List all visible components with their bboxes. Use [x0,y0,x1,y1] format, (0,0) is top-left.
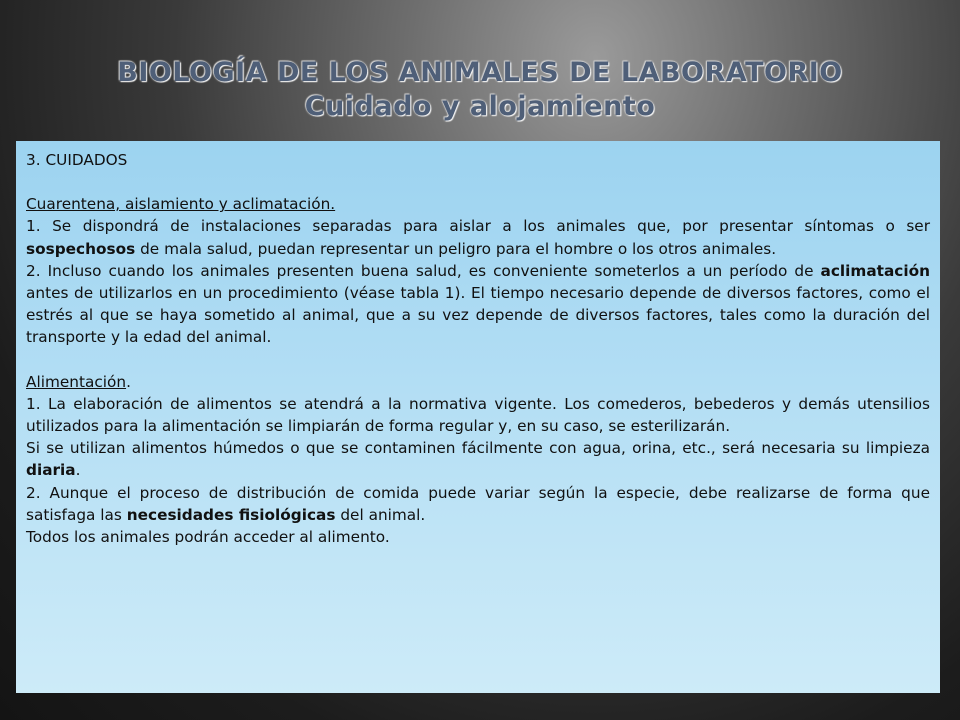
paragraph-isolation-part-a: 1. Se dispondrá de instalaciones separadas para aislar a los animales que, por presentar síntomas o ser [26,217,930,236]
subsection-title-quarantine [26,193,930,215]
subsection-title-feeding [26,371,930,393]
slide-title-line-1: BIOLOGÍA DE LOS ANIMALES DE LABORATORIO [117,57,843,88]
paragraph-wet-food [26,437,930,481]
paragraph-food-distribution-part-c: del animal. [335,505,426,524]
subsection-title-feeding-text: Alimentación [26,372,127,391]
paragraph-food-access: Todos los animales podrán acceder al alimento. [26,528,390,547]
slide-title [40,56,920,124]
spacer [26,349,930,371]
paragraph-food-preparation: 1. La elaboración de alimentos se atendrá a la normativa vigente. Los comederos, bebederos y demás utensilios utilizados para la alimentación se limpiarán de forma regular y, en su caso, se esterilizarán. [26,394,930,436]
paragraph-food-distribution [26,482,930,526]
paragraph-acclimatization-part-c: antes de utilizarlos en un procedimiento (véase tabla 1). El tiempo necesario depende de diversos factores, como el estrés al que se haya sometido al animal, que a su vez depende de diversos factores, tales como la duración del transporte y la edad del animal. [26,284,930,347]
paragraph-wet-food-part-c: . [75,461,81,480]
paragraph-isolation [26,215,930,259]
content-box [16,141,940,693]
emphasis-suspicious: sospechosos [26,239,136,258]
paragraph-food-distribution-part-a: 2. Aunque el proceso de distribución de comida puede variar según la especie, debe realizarse de forma que satisfaga las [26,483,930,524]
emphasis-physiological-needs: necesidades fisiológicas [126,505,336,524]
emphasis-acclimatization: aclimatación [820,261,930,280]
slide-title-line-2: Cuidado y alojamiento [304,90,656,122]
paragraph-acclimatization-part-a: 2. Incluso cuando los animales presenten buena salud, es conveniente someterlos a un período de [26,261,821,280]
spacer [26,171,930,193]
paragraph-isolation-part-c: de mala salud, puedan representar un peligro para el hombre o los otros animales. [135,239,777,258]
section-heading: 3. CUIDADOS [26,151,128,169]
emphasis-daily: diaria [26,461,76,480]
paragraph-acclimatization [26,260,930,349]
subsection-title-feeding-dot: . [126,372,131,391]
subsection-title-quarantine-text: Cuarentena, aislamiento y aclimatación. [26,195,336,214]
paragraph-wet-food-part-a: Si se utilizan alimentos húmedos o que se contaminen fácilmente con agua, orina, etc., será necesaria su limpieza [26,439,930,458]
